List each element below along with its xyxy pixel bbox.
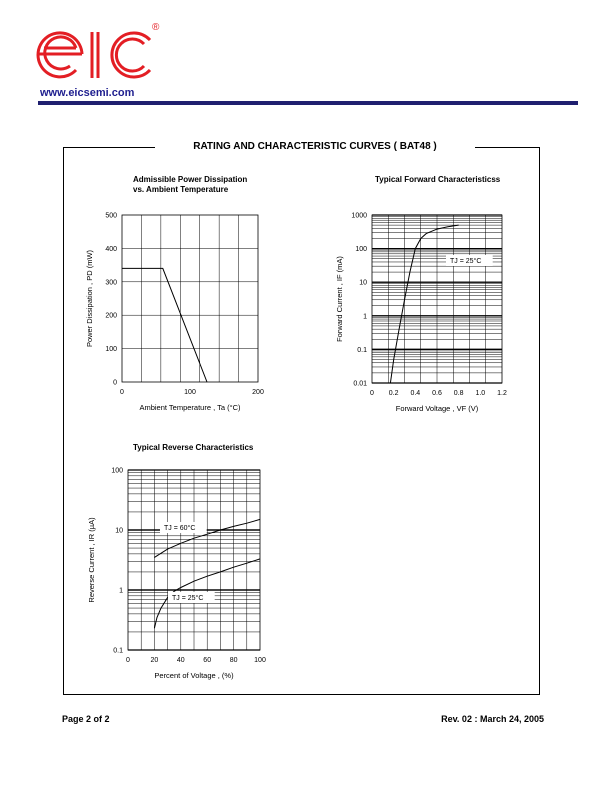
chart1-ytick-label: 100 — [105, 346, 117, 354]
chart1-title — [133, 175, 247, 195]
registered-mark: ® — [152, 22, 160, 33]
chart3-xtick-label: 0 — [126, 657, 130, 664]
chart2-xtick-label: 0 — [370, 390, 374, 397]
chart2-title: Typical Forward Characteristicss — [375, 175, 501, 184]
website-url[interactable]: www.eicsemi.com — [40, 87, 135, 99]
chart2-xlabel: Forward Voltage , VF (V) — [395, 404, 479, 413]
chart3-xtick-label: 100 — [254, 657, 266, 664]
chart2-ytick-label: 100 — [355, 246, 367, 254]
page-number: Page 2 of 2 — [62, 714, 110, 724]
chart3-annotation — [168, 592, 215, 603]
chart2-xtick-label: 1.2 — [497, 390, 507, 397]
section-title: RATING AND CHARACTERISTIC CURVES ( BAT48 ) — [193, 141, 437, 152]
chart1-xlabel: Ambient Temperature , Ta (°C) — [139, 403, 241, 412]
chart1-ytick-label: 300 — [105, 279, 117, 287]
chart2-ytick-label: 1 — [363, 313, 367, 321]
chart2-xtick-label: 0.8 — [453, 390, 464, 397]
eic-logo — [30, 18, 160, 88]
chart2-xtick-label: 0.4 — [410, 390, 421, 397]
chart3-ytick-label: 10 — [115, 527, 123, 535]
chart1-ytick-label: 0 — [113, 379, 117, 387]
reverse-characteristics-chart — [80, 460, 280, 690]
chart1-ytick-label: 400 — [105, 245, 117, 253]
chart3-ytick-label: 0.1 — [113, 647, 123, 655]
chart2-ytick-label: 0.01 — [353, 380, 367, 388]
chart1-xtick-label: 0 — [120, 389, 124, 396]
chart2-ylabel: Forward Current , IF (mA) — [335, 256, 344, 342]
chart1-xtick-label: 100 — [184, 389, 196, 396]
chart3-annotation-label: TJ = 25°C — [172, 595, 204, 602]
chart2-ytick-label: 10 — [359, 279, 367, 287]
chart3-ytick-label: 1 — [119, 587, 123, 595]
chart1-title-line2: vs. Ambient Temperature — [133, 185, 229, 194]
chart1-plot-area — [122, 215, 258, 382]
chart1-title-line1: Admissible Power Dissipation — [133, 175, 248, 184]
chart3-title: Typical Reverse Characteristics — [133, 443, 254, 452]
chart3-xtick-label: 40 — [176, 657, 185, 664]
revision-date: Rev. 02 : March 24, 2005 — [441, 714, 544, 724]
chart1-xtick-label: 200 — [252, 389, 264, 396]
chart1-ytick-label: 200 — [105, 312, 117, 320]
chart2-xtick-label: 0.6 — [432, 390, 442, 397]
chart1-ytick-label: 500 — [105, 212, 117, 220]
chart1-series-0 — [122, 268, 207, 382]
header-rule — [38, 101, 578, 105]
chart3-ylabel: Reverse Current , IR (µA) — [87, 517, 96, 603]
chart3-ytick-label: 100 — [111, 467, 123, 475]
chart3-annotation-label: TJ = 60°C — [164, 525, 196, 532]
forward-characteristics-chart — [330, 205, 530, 420]
chart2-ytick-label: 1000 — [351, 212, 367, 220]
chart3-xlabel: Percent of Voltage , (%) — [154, 671, 234, 680]
chart1-ylabel: Power Dissipation , PD (mW) — [85, 249, 94, 348]
power-dissipation-chart — [80, 205, 280, 420]
chart3-xtick-label: 20 — [150, 657, 159, 664]
chart2-xtick-label: 1.0 — [475, 390, 486, 397]
chart2-ytick-label: 0.1 — [357, 346, 367, 354]
chart2-xtick-label: 0.2 — [388, 390, 399, 397]
chart3-annotation — [160, 522, 207, 533]
chart2-annotation — [446, 255, 493, 266]
chart3-xtick-label: 60 — [203, 657, 212, 664]
chart3-xtick-label: 80 — [229, 657, 238, 664]
chart2-annotation-label: TJ = 25°C — [450, 258, 482, 265]
